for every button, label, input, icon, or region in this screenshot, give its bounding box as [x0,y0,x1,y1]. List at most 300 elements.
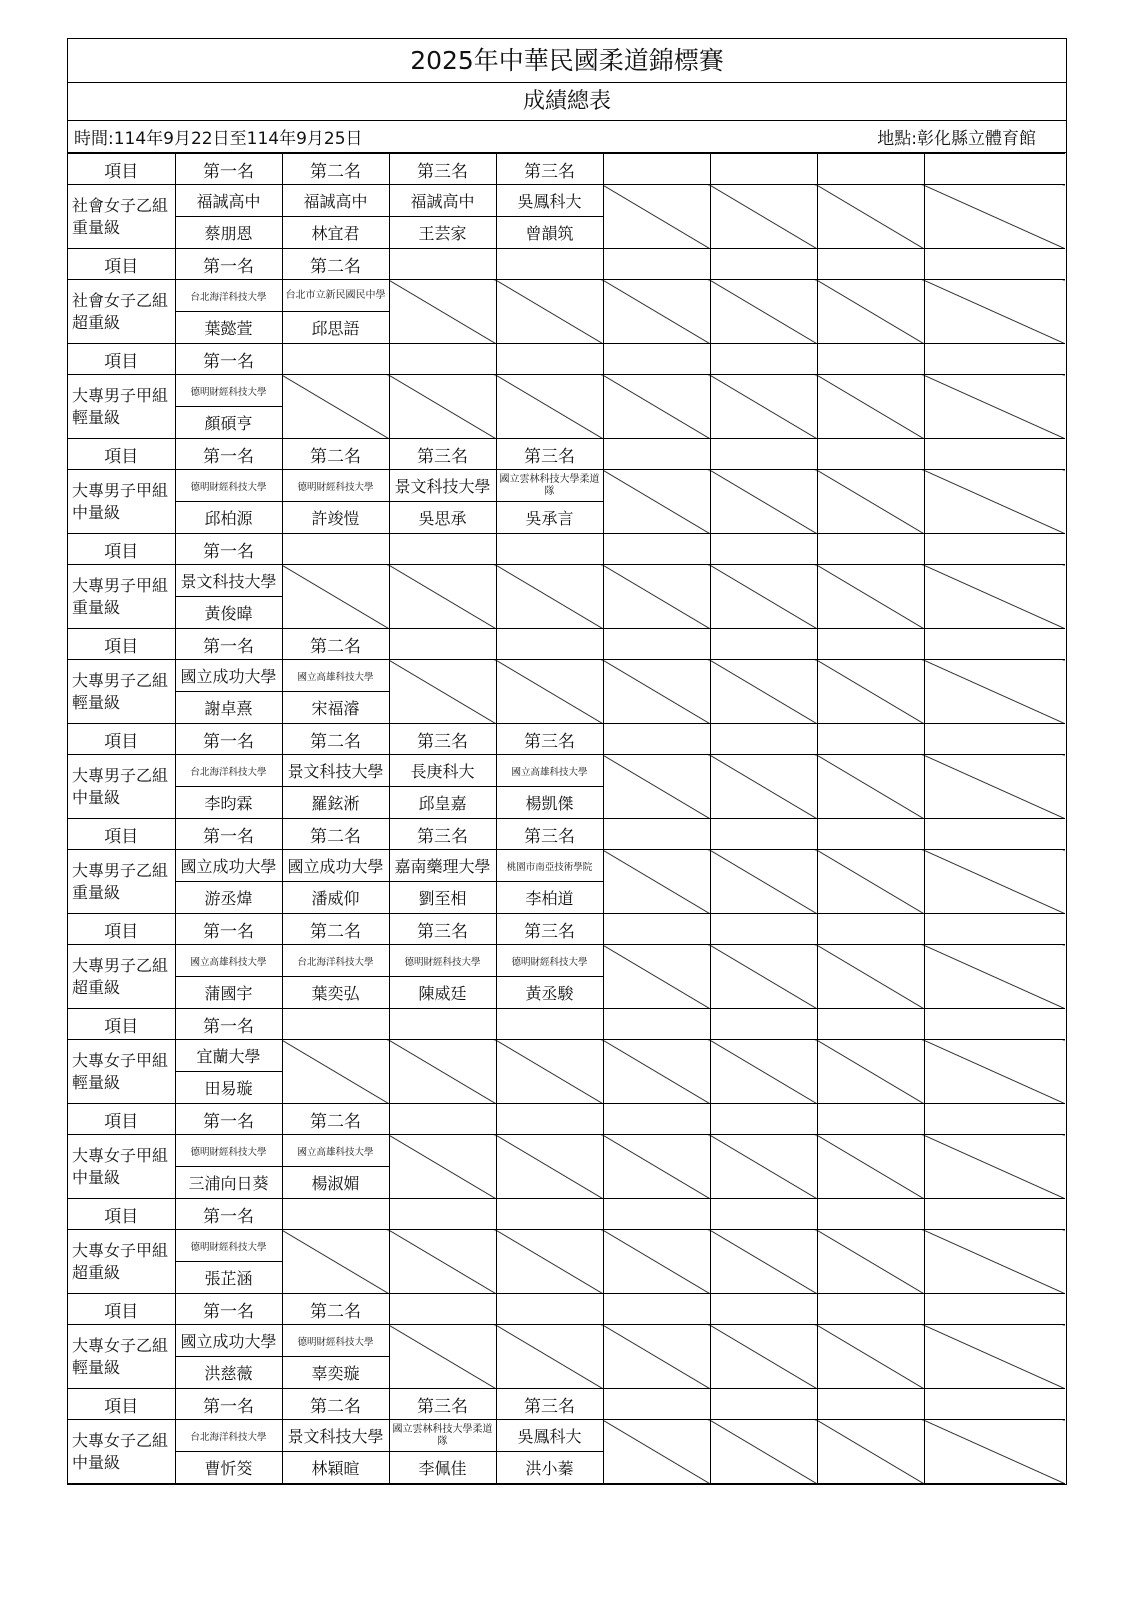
empty-slashed-cell [603,185,710,249]
place-header: 第二名 [282,1389,389,1420]
empty-header-cell [496,534,603,565]
empty-slashed-cell [817,1325,924,1389]
result-athlete: 曾韻筑 [496,217,603,249]
result-school: 德明財經科技大學 [282,470,389,502]
item-header: 項目 [68,1009,175,1040]
place-header: 第一名 [175,1389,282,1420]
item-header: 項目 [68,1294,175,1325]
empty-slashed-cell [603,755,710,819]
item-header: 項目 [68,154,175,185]
empty-header-cell [924,344,1065,375]
place-header: 第二名 [282,249,389,280]
empty-slashed-cell [924,1420,1065,1484]
place-header: 第二名 [282,819,389,850]
result-school: 宜蘭大學 [175,1040,282,1072]
event-category: 大專男子乙組 輕量級 [68,660,175,724]
event-header-row [68,1009,1065,1040]
empty-header-cell [924,154,1065,185]
empty-slashed-cell [924,470,1065,534]
empty-header-cell [924,1009,1065,1040]
empty-header-cell [603,344,710,375]
result-athlete: 潘威仰 [282,882,389,914]
empty-header-cell [496,1199,603,1230]
event-category: 大專男子乙組 重量級 [68,850,175,914]
place-header: 第一名 [175,344,282,375]
result-athlete: 葉奕弘 [282,977,389,1009]
place-header: 第三名 [496,439,603,470]
place-header: 第三名 [389,819,496,850]
result-athlete: 葉懿萱 [175,312,282,344]
place-header: 第二名 [282,1294,389,1325]
result-athlete: 顏碩亨 [175,407,282,439]
empty-slashed-cell [282,1040,389,1104]
place-header: 第二名 [282,439,389,470]
result-school: 台北海洋科技大學 [282,945,389,977]
empty-header-cell [924,1389,1065,1420]
event-header-row [68,534,1065,565]
result-school: 國立雲林科技大學柔道隊 [389,1420,496,1452]
empty-header-cell [817,1294,924,1325]
empty-header-cell [603,1104,710,1135]
event-header-row [68,249,1065,280]
page-title: 2025年中華民國柔道錦標賽 [68,39,1066,83]
empty-slashed-cell [710,1040,817,1104]
empty-slashed-cell [710,375,817,439]
event-category: 大專女子甲組 輕量級 [68,1040,175,1104]
item-header: 項目 [68,249,175,280]
result-athlete: 張芷涵 [175,1262,282,1294]
result-athlete: 林穎暄 [282,1452,389,1484]
result-athlete: 邱思語 [282,312,389,344]
place-header: 第一名 [175,1104,282,1135]
event-category: 大專男子甲組 輕量級 [68,375,175,439]
place-header: 第一名 [175,249,282,280]
empty-slashed-cell [496,1325,603,1389]
place-header: 第一名 [175,534,282,565]
school-row [68,1040,1065,1072]
empty-header-cell [282,344,389,375]
info-bar [68,121,1066,153]
empty-header-cell [496,344,603,375]
empty-slashed-cell [389,280,496,344]
result-athlete: 劉至相 [389,882,496,914]
result-athlete: 蒲國宇 [175,977,282,1009]
empty-header-cell [389,1294,496,1325]
place-header: 第三名 [496,819,603,850]
result-school: 福誠高中 [175,185,282,217]
empty-slashed-cell [496,1135,603,1199]
empty-slashed-cell [603,1420,710,1484]
empty-slashed-cell [603,565,710,629]
event-category: 社會女子乙組 重量級 [68,185,175,249]
empty-header-cell [603,1389,710,1420]
empty-slashed-cell [603,470,710,534]
empty-header-cell [924,439,1065,470]
school-row [68,755,1065,787]
date-range: 時間:114年9月22日至114年9月25日 [74,129,363,149]
empty-slashed-cell [710,470,817,534]
empty-slashed-cell [389,1325,496,1389]
empty-slashed-cell [710,185,817,249]
event-category: 大專男子乙組 中量級 [68,755,175,819]
empty-slashed-cell [603,1230,710,1294]
empty-slashed-cell [817,945,924,1009]
item-header: 項目 [68,1389,175,1420]
empty-slashed-cell [389,1040,496,1104]
empty-slashed-cell [924,755,1065,819]
result-school: 景文科技大學 [282,755,389,787]
event-header-row [68,819,1065,850]
empty-slashed-cell [817,185,924,249]
place-header: 第一名 [175,724,282,755]
empty-slashed-cell [924,375,1065,439]
event-category: 大專男子甲組 中量級 [68,470,175,534]
result-school: 景文科技大學 [389,470,496,502]
result-athlete: 楊淑媚 [282,1167,389,1199]
result-school: 德明財經科技大學 [496,945,603,977]
item-header: 項目 [68,1104,175,1135]
result-athlete: 王芸家 [389,217,496,249]
empty-header-cell [710,344,817,375]
result-school: 景文科技大學 [175,565,282,597]
place-header: 第二名 [282,914,389,945]
empty-header-cell [496,249,603,280]
empty-header-cell [924,1104,1065,1135]
empty-header-cell [603,154,710,185]
empty-slashed-cell [817,280,924,344]
result-school: 國立成功大學 [175,1325,282,1357]
result-athlete: 邱柏源 [175,502,282,534]
empty-slashed-cell [389,375,496,439]
event-header-row [68,724,1065,755]
empty-header-cell [710,819,817,850]
empty-slashed-cell [603,280,710,344]
result-athlete: 林宜君 [282,217,389,249]
empty-header-cell [282,534,389,565]
place-header: 第一名 [175,1199,282,1230]
event-header-row [68,154,1065,185]
empty-slashed-cell [817,1230,924,1294]
result-athlete: 李昀霖 [175,787,282,819]
place-header: 第三名 [389,724,496,755]
empty-slashed-cell [710,660,817,724]
school-row [68,1325,1065,1357]
school-row [68,1135,1065,1167]
empty-header-cell [924,534,1065,565]
empty-slashed-cell [496,1230,603,1294]
result-school: 國立雲林科技大學柔道隊 [496,470,603,502]
empty-slashed-cell [817,1135,924,1199]
place-header: 第三名 [389,1389,496,1420]
empty-slashed-cell [282,375,389,439]
place-header: 第三名 [389,914,496,945]
empty-header-cell [496,1294,603,1325]
result-athlete: 謝卓熹 [175,692,282,724]
result-athlete: 黃俊暐 [175,597,282,629]
empty-slashed-cell [817,660,924,724]
empty-slashed-cell [924,850,1065,914]
event-header-row [68,914,1065,945]
place-header: 第二名 [282,1104,389,1135]
empty-header-cell [496,629,603,660]
place-header: 第三名 [389,439,496,470]
empty-slashed-cell [817,1420,924,1484]
result-school: 德明財經科技大學 [175,1230,282,1262]
result-school: 台北市立新民國民中學 [282,280,389,312]
school-row [68,280,1065,312]
empty-header-cell [817,439,924,470]
empty-header-cell [603,534,710,565]
event-header-row [68,1199,1065,1230]
event-header-row [68,439,1065,470]
empty-slashed-cell [496,565,603,629]
event-header-row [68,1104,1065,1135]
empty-slashed-cell [496,1040,603,1104]
empty-header-cell [817,154,924,185]
empty-header-cell [389,249,496,280]
result-athlete: 黃丞駿 [496,977,603,1009]
empty-slashed-cell [603,1135,710,1199]
empty-header-cell [603,249,710,280]
result-school: 台北海洋科技大學 [175,280,282,312]
place-header: 第三名 [496,724,603,755]
empty-slashed-cell [710,1230,817,1294]
event-category: 大專女子甲組 中量級 [68,1135,175,1199]
empty-header-cell [710,1294,817,1325]
result-athlete: 吳承言 [496,502,603,534]
empty-header-cell [817,724,924,755]
result-school: 德明財經科技大學 [175,470,282,502]
school-row [68,660,1065,692]
empty-header-cell [710,1389,817,1420]
result-school: 福誠高中 [282,185,389,217]
place-header: 第一名 [175,154,282,185]
school-row [68,375,1065,407]
empty-header-cell [710,1009,817,1040]
item-header: 項目 [68,914,175,945]
empty-header-cell [924,724,1065,755]
school-row [68,945,1065,977]
event-category: 大專男子乙組 超重級 [68,945,175,1009]
empty-header-cell [710,1104,817,1135]
empty-slashed-cell [924,945,1065,1009]
empty-slashed-cell [282,1230,389,1294]
empty-header-cell [924,629,1065,660]
result-school: 德明財經科技大學 [282,1325,389,1357]
result-school: 國立高雄科技大學 [496,755,603,787]
empty-header-cell [603,819,710,850]
empty-header-cell [710,154,817,185]
empty-header-cell [710,724,817,755]
empty-slashed-cell [710,1420,817,1484]
result-school: 德明財經科技大學 [389,945,496,977]
result-athlete: 蔡朋恩 [175,217,282,249]
empty-slashed-cell [603,1325,710,1389]
result-athlete: 邱皇嘉 [389,787,496,819]
result-athlete: 洪慈薇 [175,1357,282,1389]
result-school: 吳鳳科大 [496,185,603,217]
result-school: 國立高雄科技大學 [282,1135,389,1167]
empty-slashed-cell [710,565,817,629]
result-athlete: 田易璇 [175,1072,282,1104]
empty-header-cell [817,1389,924,1420]
item-header: 項目 [68,1199,175,1230]
event-category: 大專女子乙組 中量級 [68,1420,175,1484]
empty-slashed-cell [817,565,924,629]
result-athlete: 曹忻筊 [175,1452,282,1484]
empty-slashed-cell [710,280,817,344]
item-header: 項目 [68,439,175,470]
empty-header-cell [924,249,1065,280]
empty-header-cell [389,1104,496,1135]
result-athlete: 楊凱傑 [496,787,603,819]
result-athlete: 洪小蓁 [496,1452,603,1484]
school-row [68,185,1065,217]
place-header: 第三名 [496,1389,603,1420]
empty-header-cell [603,724,710,755]
empty-slashed-cell [389,1230,496,1294]
place-header: 第一名 [175,1294,282,1325]
place-header: 第一名 [175,629,282,660]
result-school: 台北海洋科技大學 [175,755,282,787]
result-athlete: 李柏道 [496,882,603,914]
empty-header-cell [603,629,710,660]
empty-slashed-cell [924,1040,1065,1104]
place-header: 第三名 [496,154,603,185]
result-athlete: 李佩佳 [389,1452,496,1484]
empty-header-cell [603,1009,710,1040]
result-school: 福誠高中 [389,185,496,217]
item-header: 項目 [68,819,175,850]
empty-header-cell [924,914,1065,945]
event-category: 大專女子乙組 輕量級 [68,1325,175,1389]
result-school: 吳鳳科大 [496,1420,603,1452]
empty-slashed-cell [710,945,817,1009]
empty-header-cell [603,1294,710,1325]
empty-slashed-cell [924,1135,1065,1199]
empty-header-cell [710,249,817,280]
result-school: 德明財經科技大學 [175,375,282,407]
empty-slashed-cell [603,1040,710,1104]
empty-header-cell [282,1199,389,1230]
event-header-row [68,629,1065,660]
empty-slashed-cell [496,660,603,724]
empty-header-cell [389,1009,496,1040]
empty-slashed-cell [924,1230,1065,1294]
result-athlete: 宋福濬 [282,692,389,724]
empty-header-cell [496,1104,603,1135]
result-athlete: 吳思承 [389,502,496,534]
event-header-row [68,344,1065,375]
empty-header-cell [603,439,710,470]
item-header: 項目 [68,629,175,660]
event-header-row [68,1294,1065,1325]
place-header: 第三名 [389,154,496,185]
event-header-row [68,1389,1065,1420]
place-header: 第一名 [175,1009,282,1040]
result-school: 桃園市南亞技術學院 [496,850,603,882]
empty-slashed-cell [710,1325,817,1389]
place-header: 第三名 [496,914,603,945]
empty-slashed-cell [603,375,710,439]
result-school: 德明財經科技大學 [175,1135,282,1167]
empty-header-cell [710,534,817,565]
empty-header-cell [389,1199,496,1230]
result-school: 國立成功大學 [282,850,389,882]
venue: 地點:彰化縣立體育館 [877,129,1036,149]
empty-slashed-cell [710,1135,817,1199]
empty-header-cell [924,819,1065,850]
empty-header-cell [710,629,817,660]
empty-header-cell [603,1199,710,1230]
empty-header-cell [389,534,496,565]
empty-slashed-cell [389,660,496,724]
empty-header-cell [603,914,710,945]
empty-slashed-cell [389,1135,496,1199]
empty-header-cell [817,249,924,280]
empty-header-cell [389,344,496,375]
empty-slashed-cell [924,660,1065,724]
place-header: 第一名 [175,819,282,850]
item-header: 項目 [68,344,175,375]
empty-slashed-cell [710,850,817,914]
result-school: 國立高雄科技大學 [175,945,282,977]
results-sheet [67,38,1067,1485]
school-row [68,1420,1065,1452]
item-header: 項目 [68,724,175,755]
result-athlete: 辜奕璇 [282,1357,389,1389]
empty-slashed-cell [924,185,1065,249]
school-row [68,850,1065,882]
empty-header-cell [282,1009,389,1040]
result-school: 國立高雄科技大學 [282,660,389,692]
school-row [68,470,1065,502]
empty-header-cell [817,1009,924,1040]
empty-slashed-cell [924,280,1065,344]
result-school: 景文科技大學 [282,1420,389,1452]
empty-slashed-cell [603,850,710,914]
page-subtitle: 成績總表 [68,83,1066,121]
empty-header-cell [710,439,817,470]
empty-header-cell [817,1104,924,1135]
result-athlete: 三浦向日葵 [175,1167,282,1199]
empty-header-cell [924,1199,1065,1230]
empty-header-cell [389,629,496,660]
empty-slashed-cell [603,945,710,1009]
result-athlete: 許竣愷 [282,502,389,534]
empty-header-cell [817,819,924,850]
empty-header-cell [817,1199,924,1230]
result-school: 國立成功大學 [175,850,282,882]
empty-slashed-cell [496,280,603,344]
empty-slashed-cell [817,850,924,914]
empty-header-cell [817,629,924,660]
result-school: 台北海洋科技大學 [175,1420,282,1452]
event-category: 社會女子乙組 超重級 [68,280,175,344]
result-school: 嘉南藥理大學 [389,850,496,882]
empty-slashed-cell [710,755,817,819]
empty-header-cell [817,344,924,375]
empty-slashed-cell [924,1325,1065,1389]
event-category: 大專女子甲組 超重級 [68,1230,175,1294]
item-header: 項目 [68,534,175,565]
result-athlete: 陳威廷 [389,977,496,1009]
empty-slashed-cell [603,660,710,724]
school-row [68,565,1065,597]
empty-header-cell [817,534,924,565]
result-athlete: 羅鉉淅 [282,787,389,819]
results-table [68,153,1065,1484]
